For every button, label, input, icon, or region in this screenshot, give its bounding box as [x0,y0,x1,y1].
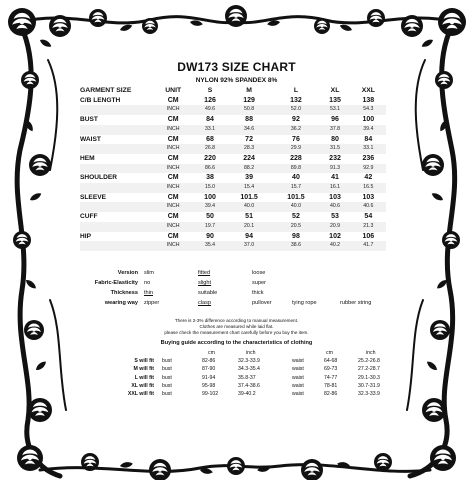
guide-unit-inch-2: inch [366,350,376,356]
cell-cm: 101.5 [226,193,273,203]
attribute-option: zipper [144,300,160,306]
guide-cm: 82-86 [324,390,338,397]
attribute-option: super [252,280,266,286]
buying-guide [96,349,396,398]
measurement-name: HEM [80,154,152,164]
table-row-inch [80,241,386,251]
cell-inch: 52.0 [273,105,320,115]
table-row-cm [80,232,386,242]
attribute-option: tying rope [292,300,317,306]
measurement-name: CUFF [80,212,152,222]
cell-inch: 15.0 [194,183,225,193]
cell-cm: 232 [319,154,350,164]
guide-row [96,365,396,373]
cell-inch: 38.6 [273,241,320,251]
guide-inch: 25.2-26.8 [358,358,380,365]
cell-inch: 28.3 [226,144,273,154]
cell-cm: 138 [351,96,386,106]
header-size-s: S [207,87,213,94]
cell-inch: 16.1 [319,183,350,193]
cell-cm: 126 [194,96,225,106]
guide-size-label: XL will fit [131,382,154,389]
cell-inch: 16.5 [351,183,386,193]
cell-inch: 89.8 [273,164,320,174]
chart-title: DW173 SIZE CHART [177,60,296,74]
note-line: There is 2-3% difference according to manual measurement. [174,318,299,323]
guide-size-label: M will fit [133,366,154,373]
guide-cm: 87-90 [202,366,216,373]
attribute-label: Thickness [110,290,138,296]
attribute-option: slight [198,280,212,286]
table-row-cm [80,154,386,164]
attribute-option: no [144,280,151,286]
table-row-cm [80,115,386,125]
cell-cm: 54 [351,212,386,222]
cell-cm: 132 [273,96,320,106]
blank-cell [80,164,152,174]
attribute-option: rubber string [340,300,372,306]
guide-part: waist [292,374,304,381]
measurement-name: SLEEVE [80,193,152,203]
attribute-option: pullover [252,300,272,306]
guide-unit-row [96,349,396,357]
cell-cm: 228 [273,154,320,164]
guide-unit-cm: cm [208,350,215,356]
header-size-m: M [246,87,252,94]
table-row-cm [80,135,386,145]
cell-inch: 20.1 [226,222,273,232]
cell-inch: 92.9 [351,164,386,174]
cell-inch: 53.1 [319,105,350,115]
unit-cm: CM [152,96,194,106]
table-row-cm [80,212,386,222]
unit-inch: INCH [152,144,194,154]
guide-size-label: XXL will fit [127,390,154,397]
blank-cell [80,144,152,154]
table-row-inch [80,164,386,174]
header-size-xl: XL [330,87,340,94]
cell-cm: 90 [194,232,225,242]
cell-cm: 68 [194,135,225,145]
cell-cm: 84 [194,115,225,125]
guide-cm: 91-94 [202,374,216,381]
measurement-name: BUST [80,115,152,125]
cell-inch: 29.9 [273,144,320,154]
cell-cm: 41 [319,173,350,183]
blank-cell [80,125,152,135]
cell-inch: 37.0 [226,241,273,251]
cell-cm: 76 [273,135,320,145]
cell-inch: 21.3 [351,222,386,232]
guide-part: waist [292,390,304,397]
guide-part: bust [162,390,172,397]
unit-inch: INCH [152,183,194,193]
measurement-notes [0,318,473,336]
cell-cm: 101.5 [273,193,320,203]
cell-inch: 50.8 [226,105,273,115]
guide-part: waist [292,382,304,389]
guide-size-label: S will fit [134,358,154,365]
cell-cm: 129 [226,96,273,106]
unit-cm: CM [152,115,194,125]
cell-inch: 40.2 [319,241,350,251]
cell-cm: 51 [226,212,273,222]
cell-inch: 20.9 [319,222,350,232]
guide-inch: 27.2-28.7 [358,366,380,373]
cell-cm: 80 [319,135,350,145]
attribute-option: thin [144,290,154,296]
cell-cm: 40 [273,173,320,183]
header-unit: UNIT [165,87,182,94]
header-size-l: L [293,87,299,94]
attribute-option: thick [252,290,264,296]
measurement-name: HIP [80,232,152,242]
attribute-option: suitable [198,290,218,296]
attribute-label: Fabric-Elasticity [94,280,138,286]
guide-part: waist [292,366,304,373]
guide-unit-inch: inch [246,350,256,356]
cell-inch: 26.8 [194,144,225,154]
cell-inch: 54.3 [351,105,386,115]
cell-inch: 40.6 [319,202,350,212]
guide-row [96,374,396,382]
unit-inch: INCH [152,202,194,212]
blank-cell [80,202,152,212]
cell-inch: 91.3 [319,164,350,174]
guide-cm: 74-77 [324,374,338,381]
guide-cm: 69-73 [324,366,338,373]
guide-inch: 29.1-30.3 [358,374,380,381]
guide-part: bust [162,366,172,373]
unit-inch: INCH [152,164,194,174]
cell-cm: 42 [351,173,386,183]
unit-cm: CM [152,232,194,242]
cell-cm: 84 [351,135,386,145]
cell-inch: 33.1 [351,144,386,154]
unit-cm: CM [152,135,194,145]
guide-part: bust [162,358,172,365]
guide-part: bust [162,374,172,381]
cell-inch: 39.4 [351,125,386,135]
cell-cm: 135 [319,96,350,106]
guide-cm: 82-86 [202,358,216,365]
guide-inch: 35.8-37 [238,374,256,381]
table-row-cm [80,193,386,203]
measurement-name: C/B LENGTH [80,96,152,106]
attribute-option: slim [144,270,154,276]
unit-inch: INCH [152,222,194,232]
header-size-xxl: XXL [361,87,375,94]
guide-cm: 99-102 [202,390,219,397]
cell-inch: 35.4 [194,241,225,251]
guide-cm: 78-81 [324,382,338,389]
blank-cell [80,222,152,232]
guide-inch: 37.4-38.6 [238,382,260,389]
unit-inch: INCH [152,125,194,135]
attribute-option: loose [252,270,266,276]
cell-cm: 94 [226,232,273,242]
cell-inch: 86.6 [194,164,225,174]
table-row-inch [80,144,386,154]
cell-inch: 15.7 [273,183,320,193]
cell-cm: 98 [273,232,320,242]
guide-unit-cm-2: cm [326,350,333,356]
cell-cm: 103 [351,193,386,203]
cell-inch: 40.0 [273,202,320,212]
header-garment-size: GARMENT SIZE [80,87,132,94]
table-body [80,96,386,251]
cell-cm: 106 [351,232,386,242]
cell-cm: 88 [226,115,273,125]
cell-inch: 49.6 [194,105,225,115]
guide-size-label: L will fit [134,374,154,381]
guide-inch: 30.7-31.9 [358,382,380,389]
guide-inch: 32.3-33.9 [238,358,260,365]
cell-cm: 50 [194,212,225,222]
table-row-inch [80,183,386,193]
cell-inch: 88.2 [226,164,273,174]
cell-cm: 100 [194,193,225,203]
table-header-row [80,86,386,96]
cell-cm: 100 [351,115,386,125]
cell-inch: 34.6 [226,125,273,135]
table-row-inch [80,202,386,212]
unit-cm: CM [152,173,194,183]
attribute-option: clasp [198,300,212,306]
guide-cm: 64-68 [324,358,338,365]
cell-cm: 102 [319,232,350,242]
cell-cm: 92 [273,115,320,125]
cell-inch: 15.4 [226,183,273,193]
note-line: Clothes are measured while laid flat. [199,324,274,329]
buying-guide-title: Buying guide according to the characteristics of clothing [160,340,313,346]
cell-cm: 224 [226,154,273,164]
blank-cell [80,183,152,193]
unit-inch: INCH [152,105,194,115]
table-row-inch [80,105,386,115]
size-table [80,86,386,251]
guide-inch: 34.3-35.4 [238,366,260,373]
guide-row [96,390,396,398]
cell-cm: 39 [226,173,273,183]
unit-inch: INCH [152,241,194,251]
table-row-cm [80,96,386,106]
cell-inch: 20.5 [273,222,320,232]
cell-cm: 72 [226,135,273,145]
guide-inch: 32.3-33.9 [358,390,380,397]
cell-inch: 37.8 [319,125,350,135]
cell-inch: 33.1 [194,125,225,135]
cell-inch: 41.7 [351,241,386,251]
blank-cell [80,241,152,251]
note-line: please check the measurement chart carefully before you buy the item. [164,330,309,335]
cell-inch: 31.5 [319,144,350,154]
cell-cm: 38 [194,173,225,183]
cell-cm: 52 [273,212,320,222]
guide-row [96,382,396,390]
guide-part: bust [162,382,172,389]
guide-cm: 95-98 [202,382,216,389]
cell-cm: 53 [319,212,350,222]
cell-inch: 40.6 [351,202,386,212]
cell-cm: 96 [319,115,350,125]
attribute-option: fitted [198,270,211,276]
attribute-label: Version [117,270,138,276]
measurement-name: SHOULDER [80,173,152,183]
table-row-cm [80,173,386,183]
guide-row [96,357,396,365]
cell-cm: 103 [319,193,350,203]
cell-cm: 236 [351,154,386,164]
table-row-inch [80,222,386,232]
attribute-label: wearing way [104,300,138,306]
table-row-inch [80,125,386,135]
unit-cm: CM [152,154,194,164]
guide-inch: 39-40.2 [238,390,256,397]
cell-cm: 220 [194,154,225,164]
blank-cell [80,105,152,115]
cell-inch: 19.7 [194,222,225,232]
measurement-name: WAIST [80,135,152,145]
unit-cm: CM [152,212,194,222]
cell-inch: 36.2 [273,125,320,135]
guide-part: waist [292,358,304,365]
cell-inch: 40.0 [226,202,273,212]
cell-inch: 39.4 [194,202,225,212]
fabric-composition: NYLON 92% SPANDEX 8% [195,77,278,84]
unit-cm: CM [152,193,194,203]
